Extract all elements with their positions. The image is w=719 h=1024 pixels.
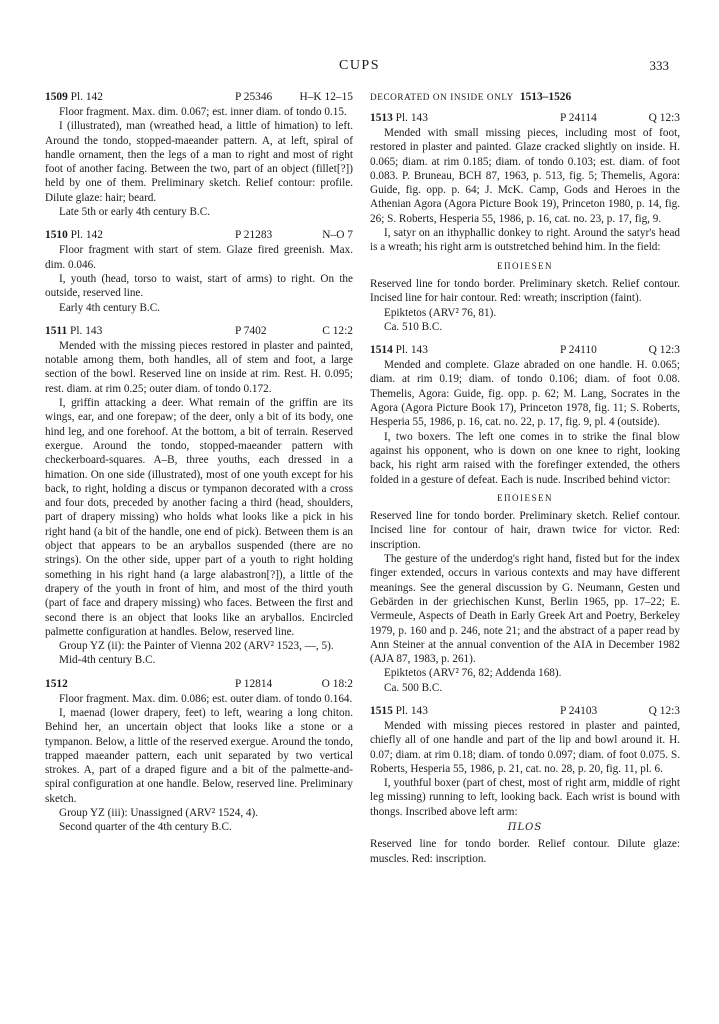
grid-reference: Q 12:3 [648, 704, 680, 717]
plate-ref: Pl. 143 [70, 324, 103, 337]
entry-attribution: Epiktetos (ARV² 76, 82; Addenda 168). [384, 667, 562, 680]
grid-reference: O 18:2 [321, 677, 353, 690]
entry-paragraph: Floor fragment with start of stem. Glaze fired greenish. Max. dim. 0.046. [45, 244, 353, 271]
entry-attribution: Group YZ (iii): Unassigned (ARV² 1524, 4). [59, 807, 259, 820]
inventory-number: P 24114 [560, 112, 597, 124]
left-column [45, 90, 353, 835]
entry-heading-1511 [45, 324, 353, 339]
entry-date: Early 4th century B.C. [59, 301, 160, 314]
entry-heading-1513 [370, 111, 680, 126]
plate-ref: Pl. 142 [70, 229, 103, 242]
entry-heading-1510 [45, 228, 353, 243]
entry-paragraph: Mended with missing pieces restored in plaster and painted, chiefly all of one handle and part of the lip and bowl around it. H. 0.07; diam. at rim 0.18; diam. of tondo 0.097; diam. of foot 0.075. S. Roberts, Hesperia 55, 1986, p. 21, cat. no. 28, p. 20, fig. 11, pl. 6. [370, 719, 680, 775]
entry-number: 1512 [45, 677, 68, 690]
entry-paragraph: Floor fragment. Max. dim. 0.067; est. inner diam. of tondo 0.15. [59, 106, 347, 118]
entry-number: 1510 [45, 229, 68, 242]
entry-paragraph: I, youth (head, torso to waist, start of arms) to right. On the outside, reserved line. [45, 272, 353, 300]
entry-paragraph: I (illustrated), man (wreathed head, a little of himation) to left. Around the tondo, stopped-maeander pattern. A, at left, spiral of handle ornament, then the legs of a man to right and most of right foot of another facing. Between the two, part of an object (fillet[?]) held by one of them. Preliminary sketch. Relief contour: profile. Dilute glaze: hair; beard. [45, 120, 353, 204]
entry-paragraph: Reserved line for tondo border. Preliminary sketch. Relief contour. Incised line for hair contour. Red: wreath; inscription (faint). [370, 277, 680, 305]
plate-ref: Pl. 143 [395, 112, 428, 124]
entry-paragraph: Floor fragment. Max. dim. 0.086; est. outer diam. of tondo 0.164. [59, 692, 353, 705]
inscription: EΠOIESEN [497, 260, 553, 271]
entry-date: Ca. 510 B.C. [384, 320, 443, 333]
inventory-number: P 12814 [235, 677, 273, 690]
entry-paragraph: I, maenad (lower drapery, feet) to left, wearing a long chiton. Behind her, an uncertain object that looks like a stone or a tympanon. Below, a little of the reserved exergue. Around the tondo, trapped maeander pattern, each unit separated by two vertical strokes. A, part of a draped figure and a bit of the palmette-and-spiral configuration at one handle. Below, reserved line. Preliminary sketch. [45, 706, 353, 805]
entry-paragraph: I, satyr on an ithyphallic donkey to right. Around the satyr's head is a wreath; his right arm is outstretched behind him. In the field: [370, 227, 680, 254]
grid-reference: N–O 7 [322, 229, 353, 242]
grid-reference: C 12:2 [322, 324, 353, 337]
entry-date: Mid-4th century B.C. [59, 654, 156, 667]
entry-paragraph: Mended with the missing pieces restored in plaster and painted, notable among them, both handles, all of stem and foot, a large section of the bowl. Reserved line on inside at rim. Rest. H. 0.095; rest. diam. at rim 0.25; outer diam. of tondo 0.172. [45, 339, 353, 395]
plate-ref: Pl. 142 [70, 91, 103, 103]
inventory-number: P 24103 [560, 704, 598, 717]
entry-paragraph: I, two boxers. The left one comes in to strike the final blow against his opponent, who is down on one knee to right, looking back, his right arm raised with the forefinger extended, the others folded in a gesture of defeat. Each is nude. Inscribed behind victor: [370, 430, 680, 486]
grid-reference: H–K 12–15 [299, 91, 353, 103]
entry-attribution: Epiktetos (ARV² 76, 81). [384, 306, 497, 319]
section-heading [370, 90, 680, 105]
entry-number: 1514 [370, 344, 393, 357]
inscription: ΠLOS [507, 822, 543, 834]
inventory-number: P 7402 [235, 324, 267, 337]
plate-ref: Pl. 143 [395, 704, 428, 717]
entry-attribution: Group YZ (ii): the Painter of Vienna 202 (ARV² 1523, —, 5). [59, 640, 334, 653]
running-head [0, 58, 719, 78]
entry-heading-1515 [370, 704, 680, 719]
inventory-number: P 25346 [235, 91, 273, 103]
entry-paragraph: Reserved line for tondo border. Relief contour. Dilute glaze: muscles. Red: inscription. [370, 838, 680, 865]
running-title: CUPS [338, 58, 381, 73]
inventory-number: P 24110 [560, 344, 597, 357]
entry-heading-1512 [45, 677, 353, 692]
entry-paragraph: The gesture of the underdog's right hand, fisted but for the index finger extended, occurs in various contexts and may have different meanings. See the general discussion by G. Neumann, Gesten und Gebärden in der griechischen Kunst, Berlin 1965, pp. 17–22; E. Vermeule, Aspects of Death in Early Greek Art and Poetry, Berkeley 1979, p. 160 and p. 246, note 21; and the abstract of a paper read by Ann Steiner at the annual convention of the AIA in December 1982 (AJA 87, 1983, p. 261). [370, 553, 680, 666]
inscription: EΠOIESEN [497, 492, 553, 503]
grid-reference: Q 12:3 [648, 112, 680, 124]
entry-number: 1515 [370, 704, 393, 717]
entry-date: Ca. 500 B.C. [384, 681, 443, 694]
entry-date: Second quarter of the 4th century B.C. [59, 821, 232, 834]
entry-heading-1514 [370, 343, 680, 358]
entry-date: Late 5th or early 4th century B.C. [59, 206, 210, 219]
inventory-number: P 21283 [235, 229, 273, 242]
right-column [370, 90, 680, 866]
entry-paragraph: Mended and complete. Glaze abraded on one handle. H. 0.065; diam. at rim 0.19; diam. of tondo 0.106; diam. of foot 0.08. Themelis, Agora: Guide, fig. opp. p. 62; M. Lang, Socrates in the Agora (Agora Picture Book 17), Princeton 1978, fig. 11; S. Roberts, Hesperia 55, 1986, p. 16, cat. no. 22, p. 17, fig. 9, pl. 4 (outside). [370, 359, 680, 429]
entry-paragraph: Reserved line for tondo border. Preliminary sketch. Relief contour. Incised line for contour of hair, drawn twice for victor. Red: inscription. [370, 510, 680, 551]
entry-heading-1509 [45, 90, 353, 105]
entry-paragraph: I, youthful boxer (part of chest, most of right arm, middle of right leg missing) running to left, looking back. Each wrist is bound with thongs. Inscribed above left arm: [370, 777, 680, 818]
section-label: DECORATED ON INSIDE ONLY [370, 92, 514, 102]
entry-paragraph: I, griffin attacking a deer. What remain of the griffin are its wings, ear, and one forepaw; of the deer, only a bit of its body, one hind leg, and one forehoof. At the bottom, a bit of terrain. Reserved exergue. Around the tondo, stopped-maeander pattern with checkerboard-squares. A–B, three youths, each dressed in a himation. On one side (illustrated), most of one youth except for his back, to right, holding a discus or tympanon decorated with a cross and four dots, preceded by another facing a third (head, shoulders, part of drapery missing) who holds what looks like a pick in his right hand (a bit of the handle, one end of pick). Between them is an object that appears to be an aryballos suspended (there are no strings). On the other side, upper part of a youth to right holding something in his right hand (a large alabastron[?]), a little of the drapery of the youth in front of him, and most of the third youth (part of face and drapery missing) who faces. Between the first and second there is an object that looks like an aryballos. Encircled palmette configuration at handles. Below, reserved line. [45, 397, 353, 638]
entry-number: 1513 [370, 112, 393, 124]
entry-number: 1509 [45, 91, 68, 103]
page-number: 333 [649, 58, 669, 73]
plate-ref: Pl. 143 [395, 344, 428, 357]
entry-number: 1511 [45, 324, 68, 337]
grid-reference: Q 12:3 [648, 344, 680, 357]
entry-paragraph: Mended with small missing pieces, including most of foot, restored in plaster and painted. Glaze cracked slightly on inside. H. 0.065; diam. at rim 0.185; diam. of tondo 0.103; est. diam. of foot 0.083. P. Bruneau, BCH 87, 1963, p. 513, fig. 5; Themelis, Agora: Guide, fig. opp. p. 64; J. McK. Camp, Gods and Heroes in the Athenian Agora (Agora Picture Book 19), Princeton 1980, p. 14, fig. 26; S. Roberts, Hesperia 55, 1986, p. 16, cat. no. 23, p. 17, fig, 9. [370, 127, 680, 225]
section-range: 1513–1526 [519, 91, 572, 103]
